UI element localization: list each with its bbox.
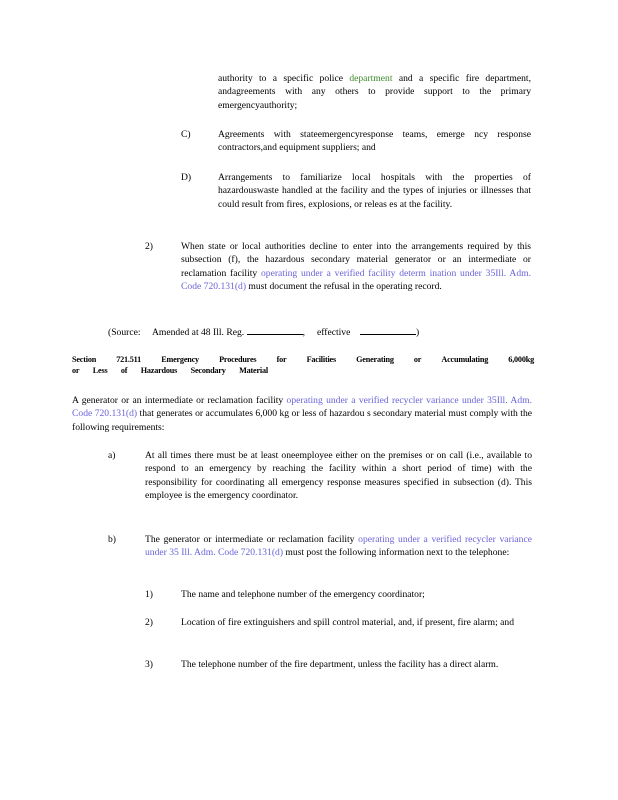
- section-heading-line2: or Less of Hazardous Secondary Material: [72, 366, 268, 375]
- intro-paragraph: A generator or an intermediate or reclamation facility operating under a verified recycler variance under 35Ill. Adm. Code 720.131(d) that generates or accumulates 6,000 kg or less of hazardou s secondary material must comply with the following requirements:: [72, 395, 533, 433]
- amended-text: operating under a verified recycler variance under 35Ill. Adm. Code 720.131(d): [72, 395, 532, 420]
- section-heading: [72, 354, 534, 376]
- sub-item-3-text: The telephone number of the fire department, unless the facility has a direct alarm.: [181, 659, 499, 670]
- source-note: (Source: Amended at 48 Ill. Reg. , effective ): [108, 324, 468, 339]
- amended-text: operating under a verified recycler variance under 35 Ill. Adm. Code 720.131(d): [145, 534, 532, 559]
- section-heading-line1: Section 721.511 Emergency Procedures for Facilities Generating or Accumulating 6,000kg: [72, 355, 534, 364]
- item-2-label: 2): [145, 241, 153, 252]
- reg-blank: [247, 324, 303, 335]
- amended-text: operating under a verified facility determ ination under 35Ill. Adm. Code 720.131(d): [181, 267, 531, 293]
- sub-item-2-label: 2): [145, 617, 153, 628]
- item-d-text: Arrangements to familiarize local hospitals with the properties of hazardouswaste handled at the facility and the types of injuries or illnesses that could result from fires, explosions, or releas es at the facility.: [218, 172, 531, 210]
- sub-item-3-label: 3): [145, 659, 153, 670]
- item-b-text: The generator or intermediate or reclamation facility operating under a verified recycler variance under 35 Ill. Adm. Code 720.131(d) must post the following information next to the telephone:: [145, 534, 532, 559]
- item-b-label: b): [108, 534, 116, 545]
- item-d-label: D): [181, 172, 192, 183]
- item-a-text: At all times there must be at least oneemployee either on the premises or on call (i.e., available to respond to an emergency by reaching the facility within a short period of time) with the responsibility for coordinating all emergency response measures specified in subsection (d). This employee is the emergency coordinator.: [145, 450, 532, 502]
- item-c-text: Agreements with stateemergencyresponse teams, emerge ncy response contractors,and equipment suppliers; and: [218, 129, 531, 154]
- sub-item-2-text: Location of fire extinguishers and spill control material, and, if present, fire alarm; and: [181, 617, 515, 628]
- sub-item-1-label: 1): [145, 589, 153, 600]
- effective-blank: [360, 324, 416, 335]
- item-a-label: a): [108, 450, 116, 461]
- item-2-text: When state or local authorities decline to enter into the arrangements required by this subsection (f), the hazardous secondary material generator or an intermediate or reclamation facility operating under a verified facility determ ination under 35Ill. Adm. Code 720.131(d) must document the refusal in the operating record.: [181, 241, 531, 293]
- item-b-continuation: authority to a specific police department and a specific fire department, andagreements with any others to provide support to the primary emergencyauthority;: [218, 73, 531, 111]
- item-c-label: C): [181, 129, 191, 140]
- highlighted-text: department: [349, 73, 393, 84]
- sub-item-1-text: The name and telephone number of the emergency coordinator;: [181, 589, 425, 600]
